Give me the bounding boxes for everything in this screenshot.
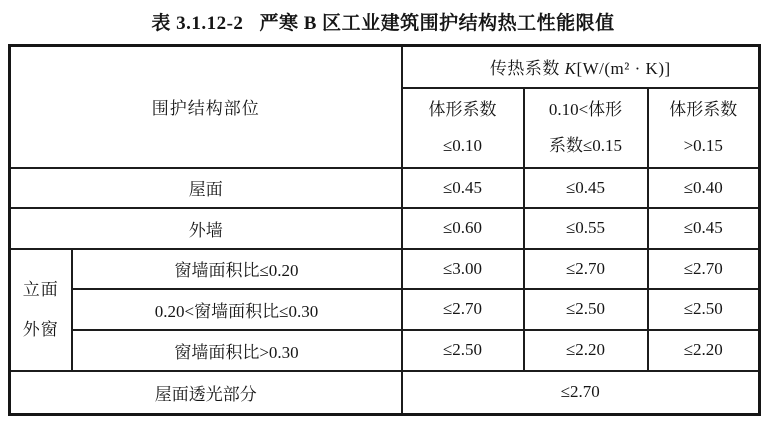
value-cell: ≤2.70 — [402, 289, 524, 330]
k-symbol: K — [564, 59, 577, 79]
value-cell: ≤0.45 — [524, 168, 648, 208]
subheader-line: 体形系数 — [428, 99, 497, 119]
group-label-line: 外窗 — [22, 319, 59, 339]
table-row-roof-translucent — [10, 371, 760, 415]
subheader-line: 体形系数 — [669, 99, 738, 119]
subheader-line: ≤0.10 — [442, 135, 483, 155]
value-cell-merged: ≤2.70 — [402, 371, 760, 415]
table-row-window-ratio-3 — [10, 330, 760, 371]
group-label-line: 立面 — [22, 279, 59, 299]
value-cell: ≤2.70 — [648, 249, 760, 289]
thermal-performance-table — [8, 44, 761, 416]
value-cell: ≤0.45 — [648, 208, 760, 249]
table-row-window-ratio-1 — [10, 249, 760, 289]
table-number: 表 3.1.12-2 — [151, 13, 244, 34]
value-cell: ≤2.70 — [524, 249, 648, 289]
k-header-unit: [W/(m² · K)] — [576, 59, 671, 79]
value-cell: ≤0.45 — [402, 168, 524, 208]
subheader-line: 系数≤0.15 — [548, 135, 623, 155]
row-label-roof-translucent: 屋面透光部分 — [10, 371, 402, 415]
header-shape-factor-mid — [524, 88, 648, 168]
value-cell: ≤2.50 — [402, 330, 524, 371]
subheader-line: >0.15 — [683, 135, 723, 155]
header-shape-factor-high — [648, 88, 760, 168]
value-cell: ≤3.00 — [402, 249, 524, 289]
table-row-window-ratio-2 — [10, 289, 760, 330]
table-title — [0, 0, 766, 35]
header-shape-factor-low — [402, 88, 524, 168]
value-cell: ≤2.20 — [524, 330, 648, 371]
value-cell: ≤0.40 — [648, 168, 760, 208]
row-label-window-ratio-2: 0.20<窗墙面积比≤0.30 — [72, 289, 402, 330]
header-heat-transfer-coefficient — [402, 46, 760, 88]
group-label-facade-windows — [10, 249, 72, 371]
k-header-prefix: 传热系数 — [489, 59, 565, 79]
value-cell: ≤0.55 — [524, 208, 648, 249]
value-cell: ≤2.50 — [524, 289, 648, 330]
header-row-1 — [10, 46, 760, 88]
row-label-window-ratio-3: 窗墙面积比>0.30 — [72, 330, 402, 371]
row-label-exterior-wall: 外墙 — [10, 208, 402, 249]
row-label-window-ratio-1: 窗墙面积比≤0.20 — [72, 249, 402, 289]
row-label-roof: 屋面 — [10, 168, 402, 208]
value-cell: ≤0.60 — [402, 208, 524, 249]
value-cell: ≤2.20 — [648, 330, 760, 371]
table-row-roof — [10, 168, 760, 208]
value-cell: ≤2.50 — [648, 289, 760, 330]
table-row-exterior-wall — [10, 208, 760, 249]
subheader-line: 0.10<体形 — [548, 99, 623, 119]
header-envelope-part: 围护结构部位 — [10, 46, 402, 168]
table-caption: 严寒 B 区工业建筑围护结构热工性能限值 — [259, 13, 615, 34]
